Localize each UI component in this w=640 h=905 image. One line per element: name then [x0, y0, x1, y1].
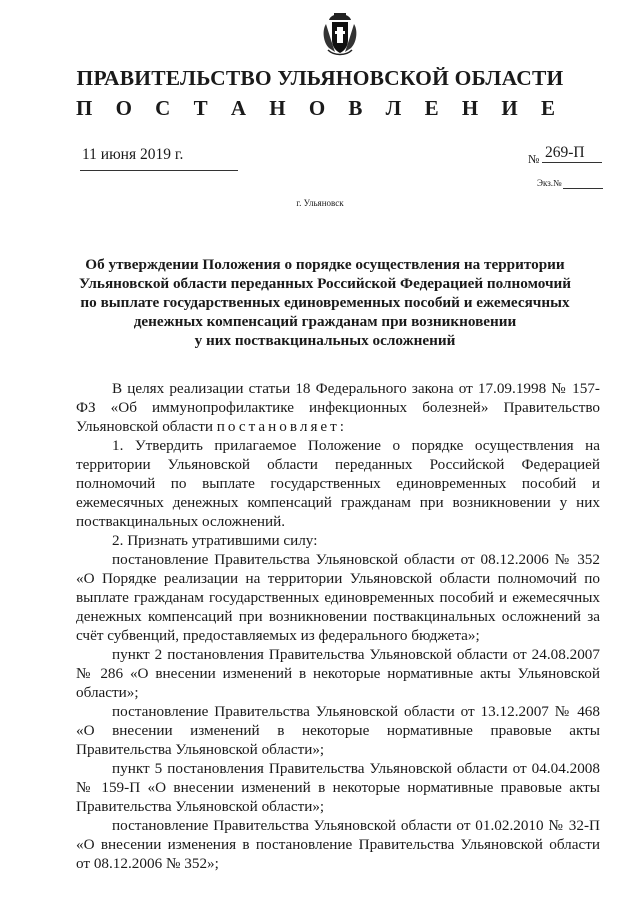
intro-paragraph: [76, 379, 600, 436]
repealed-act: постановление Правительства Ульяновской области от 01.02.2010 № 32-П «О внесении изменения в постановление Правительства Ульяновской области от 08.12.2006 № 352»;: [76, 817, 600, 872]
heading-line: Ульяновской области переданных Российской Федерацией полномочий: [78, 275, 572, 292]
document-heading: [70, 255, 580, 350]
copy-number-underline: [563, 188, 603, 189]
decree-verb: постановляет:: [216, 418, 348, 435]
heading-line: по выплате государственных единовременных пособий и ежемесячных: [80, 294, 570, 311]
item-2: 2. Признать утратившими силу:: [112, 532, 318, 549]
number-underline: [542, 162, 602, 163]
ulyanovsk-coat-of-arms-icon: [321, 10, 359, 56]
number-label: №: [528, 152, 540, 166]
heading-line: у них поствакцинальных осложнений: [194, 332, 456, 349]
date-underline: [80, 170, 238, 171]
repealed-act: пункт 5 постановления Правительства Ульяновской области от 04.04.2008 № 159-П «О внесении изменений в некоторые нормативные правовые акты Правительства Ульяновской области»;: [76, 760, 600, 815]
government-name: ПРАВИТЕЛЬСТВО УЛЬЯНОВСКОЙ ОБЛАСТИ: [76, 66, 564, 90]
repealed-act: постановление Правительства Ульяновской области от 13.12.2007 № 468 «О внесении изменений в некоторые нормативные правовые акты Правительства Ульяновской области»;: [76, 703, 600, 758]
heading-line: денежных компенсаций гражданам при возникновении: [133, 313, 517, 330]
repealed-act: постановление Правительства Ульяновской области от 08.12.2006 № 352 «О Порядке реализации на территории Ульяновской области полномочий по выплате гражданам государственных единовременных пособий и ежемесячных денежных компенсаций при возникновении поствакцинальных осложнений за счёт субвенций, предоставляемых из федерального бюджета»;: [76, 551, 600, 644]
repealed-act: пункт 2 постановления Правительства Ульяновской области от 24.08.2007 № 286 «О внесении изменений в некоторые нормативные акты Ульяновской области»;: [76, 646, 600, 701]
document-date: 11 июня 2019 г.: [82, 146, 184, 163]
intro-text: В целях реализации статьи 18 Федерального закона от 17.09.1998 № 157-ФЗ «Об иммунопрофилактике инфекционных болезней» Правительство Ульяновской области: [76, 380, 600, 435]
document-body: [76, 379, 600, 873]
city: г. Ульяновск: [296, 198, 344, 208]
document-number: 269-П: [545, 144, 585, 161]
item-1: 1. Утвердить прилагаемое Положение о порядке осуществления на территории Ульяновской области переданных Российской Федерацией полномочий по выплате государственных единовременных пособий и ежемесячных денежных компенсаций гражданам при возникновении у них поствакцинальных осложнений.: [76, 437, 600, 530]
heading-line: Об утверждении Положения о порядке осуществления на территории: [85, 256, 565, 273]
document-type: П О С Т А Н О В Л Е Н И Е: [75, 96, 564, 120]
copy-number-label: Экз.№: [537, 178, 562, 188]
